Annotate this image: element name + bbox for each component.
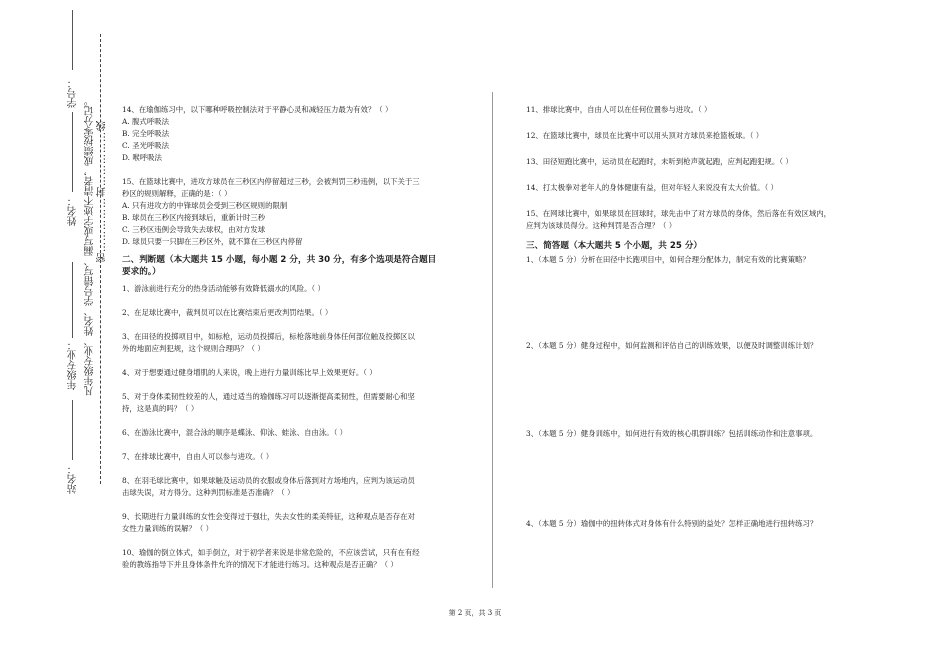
judge-item-10-line1: 10、瑜伽的倒立体式，如手倒立，对于初学者来说是非常危险的，不应该尝试，只有在有经 bbox=[122, 548, 420, 557]
judge-item-11: 11、排球比赛中，自由人可以在任何位置参与进攻。（ ） bbox=[526, 105, 712, 114]
section2-title bbox=[122, 254, 474, 278]
q15-option-a: A. 只有进攻方的中锋球员会受到三秒区规则的限制 bbox=[122, 201, 288, 210]
judge-item-3-line1: 3、在田径的投掷项目中，如标枪，运动员投掷后，标枪落地前身体任何部位触及投掷区以 bbox=[122, 332, 415, 341]
q15-option-d: D. 球员只要一只脚在三秒区外，就不算在三秒区内停留 bbox=[122, 237, 303, 246]
judge-item-15-line2: 应判为该球员得分。这种判罚是否合理？（ ） bbox=[526, 221, 677, 230]
q15-option-b: B. 球员在三秒区内接到球后，重新计时三秒 bbox=[122, 213, 266, 222]
section3-title: 三、简答题（本大题共 5 个小题，共 25 分） bbox=[526, 241, 703, 251]
right-column bbox=[526, 104, 896, 530]
binding-margin bbox=[0, 0, 110, 672]
judge-item-10-line2: 验的教练指导下并且身体条件允许的情况下才能进行练习。这种观点是否正确？（ ） bbox=[122, 560, 398, 569]
section2-title-line1: 二、判断题（本大题共 15 小题，每小题 2 分，共 30 分，有多个选项是符合题目 bbox=[122, 255, 437, 265]
judge-item-9-line2: 女性力量训练的误解？（ ） bbox=[122, 524, 214, 533]
school-label: 站名： bbox=[68, 464, 79, 494]
q14-question: 14、在瑜伽练习中，以下哪种呼吸控制法对于平静心灵和减轻压力最为有效？（ ） bbox=[122, 105, 393, 114]
column-divider bbox=[492, 92, 493, 588]
judge-item-5-line1: 5、对于身体柔韧性较差的人，通过适当的瑜伽练习可以逐渐提高柔韧性，但需要耐心和坚 bbox=[122, 392, 415, 401]
judge-item-1: 1、游泳前进行充分的热身活动能够有效降低溺水的风险。（ ） bbox=[122, 284, 325, 293]
q15-option-c: C. 三秒区违例会导致失去球权，由对方发球 bbox=[122, 225, 266, 234]
judge-item-7: 7、在排球比赛中，自由人可以参与进攻。（ ） bbox=[122, 452, 274, 461]
judge-item-14: 14、打太极拳对老年人的身体健康有益，但对年轻人来说没有太大价值。（ ） bbox=[526, 183, 778, 192]
grade-label: 年级专业： bbox=[68, 340, 79, 390]
student-id-label: 学号： bbox=[68, 78, 79, 108]
seal-notice: 凡年级专业、姓名、学号错写、漏写或字迹不清者，成绩按零分记。 bbox=[85, 96, 96, 396]
judge-item-4: 4、对于想要通过健身增肌的人来说，晚上进行力量训练比早上效果更好。（ ） bbox=[122, 368, 377, 377]
short-answer-2: 2、（本题 5 分）健身过程中，如何监测和评估自己的训练效果，以便及时调整训练计划？ bbox=[526, 341, 818, 350]
q15-question-line2: 秒区的规则解释，正确的是：（ ） bbox=[122, 189, 232, 198]
school-line bbox=[72, 400, 73, 460]
judge-item-2: 2、在足球比赛中，裁判员可以在比赛结束后更改判罚结果。（ ） bbox=[122, 308, 333, 317]
q14-option-b: B. 完全呼吸法 bbox=[122, 129, 170, 138]
q14-option-c: C. 圣光呼吸法 bbox=[122, 141, 170, 150]
judge-item-5-line2: 持，这是真的吗？（ ） bbox=[122, 404, 199, 413]
left-column bbox=[122, 104, 474, 571]
judge-item-9-line1: 9、长期进行力量训练的女性会变得过于强壮，失去女性的柔美特征，这种观点是否存在对 bbox=[122, 512, 415, 521]
judge-item-3-line2: 外的地面应判犯规，这个规则合理吗？（ ） bbox=[122, 344, 265, 353]
q15-question-line1: 15、在篮球比赛中，进攻方球员在三秒区内停留超过三秒，会被判罚三秒违例，以下关于三 bbox=[122, 177, 420, 186]
student-id-line bbox=[72, 10, 73, 70]
judge-item-6: 6、在游泳比赛中，混合泳的顺序是蝶泳、仰泳、蛙泳、自由泳。（ ） bbox=[122, 428, 348, 437]
judge-item-13: 13、田径短跑比赛中，运动员在起跑时，未听到枪声就起跑，应判起跑犯规。（ ） bbox=[526, 157, 793, 166]
q14-option-d: D. 喉呼吸法 bbox=[122, 153, 162, 162]
section2-title-line2: 要求的。） bbox=[122, 267, 161, 277]
q14-option-a: A. 腹式呼吸法 bbox=[122, 117, 169, 126]
short-answer-3: 3、（本题 5 分）健身训练中，如何进行有效的核心肌群训练？包括训练动作和注意事项。 bbox=[526, 429, 818, 438]
short-answer-4: 4、（本题 5 分）瑜伽中的扭转体式对身体有什么特别的益处？怎样正确地进行扭转练习？ bbox=[526, 519, 818, 528]
short-answer-1: 1、（本题 5 分）分析在田径中长跑项目中，如何合理分配体力，制定有效的比赛策略？ bbox=[526, 255, 810, 264]
judge-item-8-line1: 8、在羽毛球比赛中，如果球触及运动员的衣服或身体后落到对方场地内，应判为该运动员 bbox=[122, 476, 415, 485]
seal-dashed-line bbox=[100, 34, 101, 484]
judge-item-8-line2: 击球失误，对方得分。这种判罚标准是否准确？（ ） bbox=[122, 488, 295, 497]
seal-line-text: 密……………封……………线 bbox=[97, 120, 108, 263]
name-line bbox=[72, 112, 73, 192]
name-label: 姓名： bbox=[68, 196, 79, 226]
page-footer: 第 2 页，共 3 页 bbox=[448, 609, 502, 617]
grade-line bbox=[72, 262, 73, 338]
judge-item-15-line1: 15、在网球比赛中，如果球员在回球时，球先击中了对方球员的身体，然后落在有效区域内， bbox=[526, 209, 832, 218]
judge-item-12: 12、在篮球比赛中，球员在比赛中可以用头顶对方球员来抢篮板球。（ ） bbox=[526, 131, 764, 140]
